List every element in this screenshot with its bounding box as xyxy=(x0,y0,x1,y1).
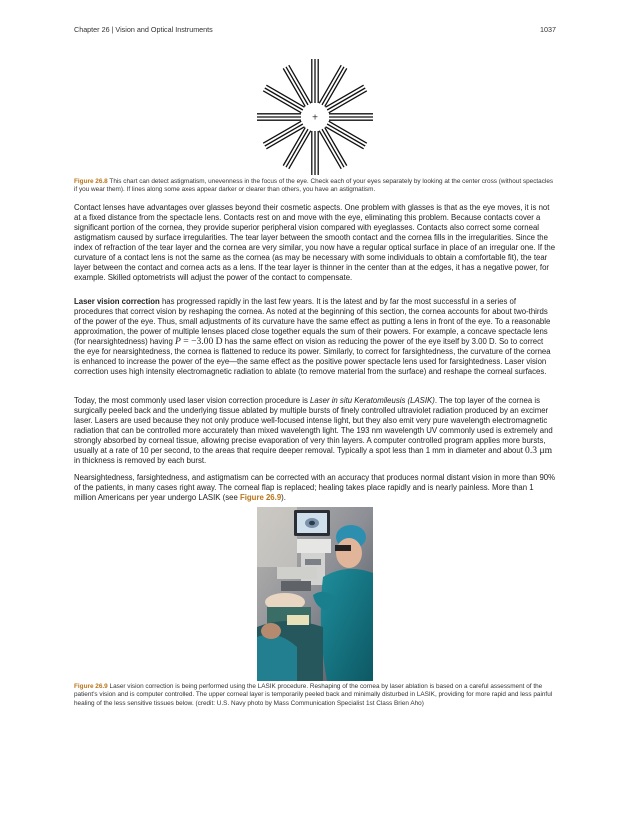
figure-label: Figure 26.8 xyxy=(74,178,108,185)
figure-26-8-caption xyxy=(74,178,556,195)
center-cross: + xyxy=(312,112,318,124)
paragraph-text: in thickness is removed by each burst. xyxy=(74,456,207,466)
paragraph-text: . The top layer of the cornea is surgically peeled back and the underlying tissue ablated by multiple bursts of finely controlled ultraviolet radiation produced by an excimer laser. Lasers are used because they not only produce well-focused intense light, but they also emit very pure wavelength electromagnetic radiation that can be controlled more accurately than mixed wavelength light. The 193 nm wavelength UV commonly used is extremely and strongly absorbed by corneal tissue, allowing precise evaporation of very thin layers. A computer controlled program applies more bursts, usually at a rate of 10 per second, to the areas that require deeper removal. Typically a spot less than 1 mm in diameter and about xyxy=(74,396,553,456)
math-variable: P xyxy=(174,336,181,348)
math-value: 0.3 xyxy=(525,445,540,457)
paragraph-text: has progressed rapidly in the last few years. It is the latest and by far the most successful in a series of procedures that correct vision by reshaping the cornea. As noted at the beginning of this section, the cornea accounts for about two-thirds of the power of the eye. Thus, small adjustments of its curvature have the same effect as putting a lens in front of the eye. To a reasonable approximation, the power of multiple lenses placed close together equals the sum of their powers. For example, a concave spectacle lens (for nearsightedness) having xyxy=(74,297,551,347)
math-value: = −3.00 xyxy=(180,336,216,348)
figure-26-9-caption xyxy=(74,683,556,708)
figure-label: Figure 26.9 xyxy=(74,683,108,690)
paragraph-lasik-results xyxy=(74,473,556,503)
paragraph-text: ). xyxy=(281,493,286,503)
paragraph-lasik xyxy=(74,396,556,466)
key-term: Laser vision correction xyxy=(74,297,160,306)
running-header xyxy=(74,25,556,37)
paragraph-contact-lenses: Contact lenses have advantages over glasses beyond their cosmetic aspects. One problem with glasses is that as the eye moves, it is not at a fixed distance from the spectacle lens. Contacts rest on and move with the eye, eliminating this problem. Because contacts cover a significant portion of the cornea, they provide superior peripheral vision compared with eyeglasses. Contacts also correct some corneal astigmatism caused by surface irregularities. The tear layer between the smooth contact and the cornea fills in the irregularities. Since the index of refraction of the tear layer and the cornea are very similar, you now have a regular optical surface in place of an irregular one. If the curvature of a contact lens is not the same as the cornea (as may be necessary with some individuals to obtain a comfortable fit), the tear layer between the contact and cornea acts as a lens. If the tear layer is thinner in the center than at the edges, it has a negative power, for example. Skilled optometrists will adjust the power of the contact to compensate. xyxy=(74,203,556,283)
paragraph-text: Today, the most commonly used laser vision correction procedure is xyxy=(74,396,311,405)
math-unit: μm xyxy=(539,445,553,457)
thickness-value xyxy=(525,445,552,456)
page-number: 1037 xyxy=(540,25,556,34)
caption-text: Laser vision correction is being performed using the LASIK procedure. Reshaping of the cornea by laser ablation is based on a careful assessment of the patient's vision and is computer controlled. The upper corneal layer is temporarily peeled back and minimally disturbed in LASIK, providing for more rapid and less painful healing of the less sensitive tissues below. (credit: U.S. Navy photo by Mass Communication Specialist 1st Class Brien Aho) xyxy=(74,683,553,707)
figure-26-9-link[interactable]: Figure 26.9 xyxy=(239,493,282,503)
math-unit: D xyxy=(215,336,223,348)
chapter-title: Chapter 26 | Vision and Optical Instruments xyxy=(74,25,213,34)
lasik-photo xyxy=(257,507,373,681)
paragraph-laser-vision-correction xyxy=(74,297,556,377)
caption-text: This chart can detect astigmatism, unevenness in the focus of the eye. Check each of your eyes separately by looking at the center cross (without spectacles if you wear them). If lines along some axes appear darker or clearer than others, you have an astigmatism. xyxy=(74,178,554,194)
paragraph-text: has the same effect on vision as reducing the power of the eye itself by 3.00 D. So to correct the eye for nearsightedness, the cornea is flattened to reduce its power. Similarly, to correct for farsightedness, the curvature of the cornea is enhanced to increase the power of the eye—the same effect as the positive power spectacle lens used for farsightedness. Laser vision correction uses high intensity electromagnetic radiation to ablate (to remove material from the surface) and reshape the corneal surfaces. xyxy=(74,337,551,377)
procedure-name: Laser in situ Keratomileusis (LASIK) xyxy=(310,396,435,405)
paragraph-text: Nearsightedness, farsightedness, and astigmatism can be corrected with an accuracy that produces normal distant vision in more than 90% of the patients, in many cases right away. The corneal flap is replaced; healing takes place rapidly and is nearly painless. More than 1 million Americans per year undergo LASIK (see xyxy=(74,473,556,503)
astigmatism-chart xyxy=(255,57,375,177)
power-equation xyxy=(175,336,223,347)
